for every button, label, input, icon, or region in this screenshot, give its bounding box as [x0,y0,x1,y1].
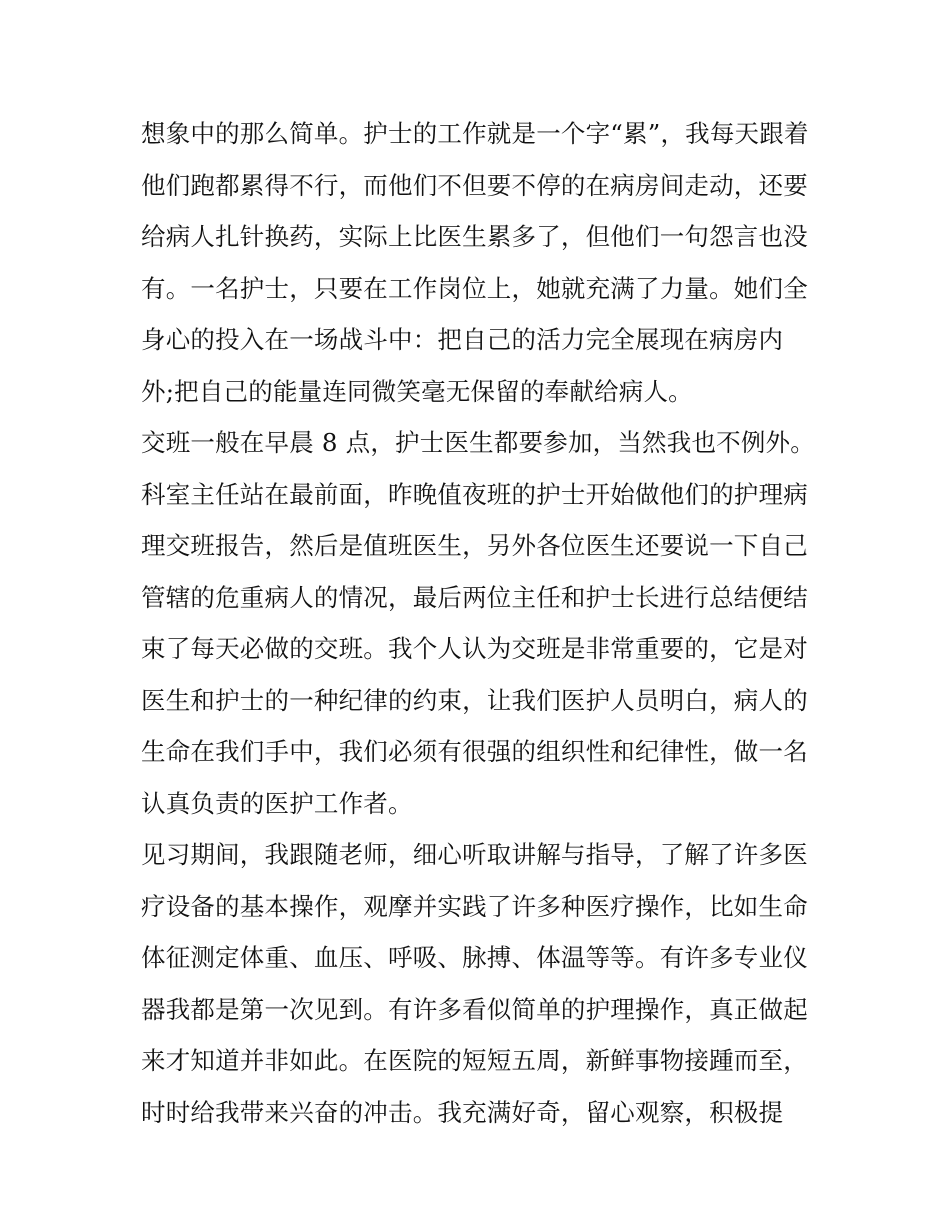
text-line: 器我都是第一次见到。有许多看似简单的护理操作，真正做起 [141,994,808,1024]
text-line: 理交班报告，然后是值班医生，另外各位医生还要说一下自己 [141,531,808,560]
text-line: 有。一名护士，只要在工作岗位上，她就充满了力量。她们全 [141,273,808,303]
text-line: 他们跑都累得不行，而他们不但要不停的在病房间走动，还要 [141,170,808,200]
text-line: 体征测定体重、血压、呼吸、脉搏、体温等等。有许多专业仪 [141,943,808,972]
text-line: 生命在我们手中，我们必须有很强的组织性和纪律性，做一名 [141,737,808,766]
text-line: 时时给我带来兴奋的冲击。我充满好奇，留心观察，积极提 [141,1097,784,1127]
text-line: 来才知道并非如此。在医院的短短五周，新鲜事物接踵而至， [141,1046,808,1075]
text-line: 外;把自己的能量连同微笑毫无保留的奉献给病人。 [141,376,693,406]
text-line: 疗设备的基本操作，观摩并实践了许多种医疗操作，比如生命 [141,891,808,921]
text-line: 想象中的那么简单。护士的工作就是一个字“累”，我每天跟着 [141,119,809,148]
text-line: 见习期间，我跟随老师，细心听取讲解与指导，了解了许多医 [141,840,808,869]
text-line: 科室主任站在最前面，昨晚值夜班的护士开始做他们的护理病 [141,479,808,509]
text-line: 医生和护士的一种纪律的约束，让我们医护人员明白，病人的 [141,685,808,715]
text-line: 交班一般在早晨 8 点，护士医生都要参加，当然我也不例外。 [141,428,815,457]
text-line: 给病人扎针换药，实际上比医生累多了，但他们一句怨言也没 [141,222,808,251]
text-line: 认真负责的医护工作者。 [141,788,413,818]
text-line: 管辖的危重病人的情况，最后两位主任和护士长进行总结便结 [141,582,808,612]
document-body [141,108,821,1138]
text-line: 束了每天必做的交班。我个人认为交班是非常重要的，它是对 [141,634,808,663]
text-line: 身心的投入在一场战斗中：把自己的活力完全展现在病房内 [141,325,784,354]
